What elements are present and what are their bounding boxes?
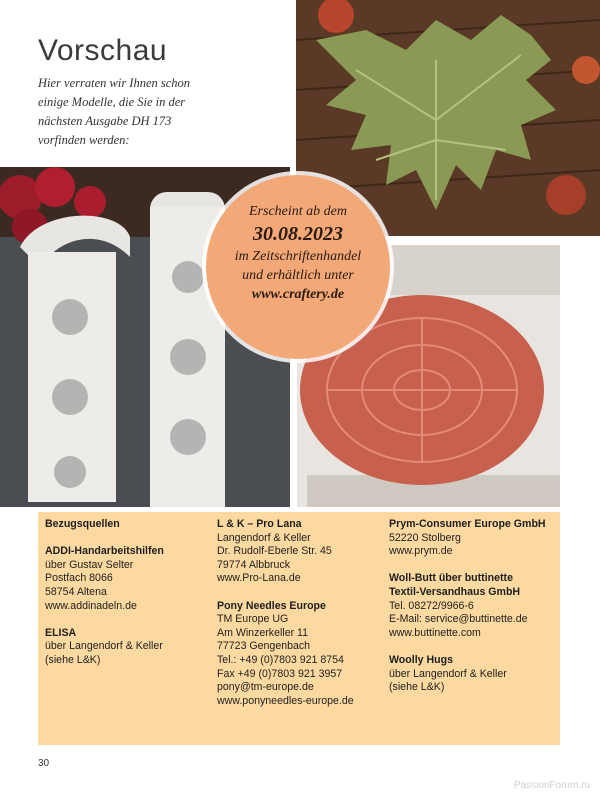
- supplier-heading: Prym-Consumer Europe GmbH: [389, 518, 546, 530]
- badge-line-1: Erscheint ab dem: [249, 204, 347, 219]
- supplier-line: Dr. Rudolf-Eberle Str. 45: [217, 545, 332, 558]
- supplier-line: (siehe L&K): [389, 681, 445, 694]
- badge-date: 30.08.2023: [253, 223, 343, 245]
- supplier-heading: Woolly Hugs: [389, 653, 453, 666]
- supplier-line: Fax +49 (0)7803 921 3957: [217, 667, 343, 680]
- supplier-heading: Pony Needles Europe: [217, 599, 326, 612]
- supplier-line: www.buttinette.com: [389, 626, 481, 639]
- intro-line: nächsten Ausgabe DH 173: [38, 114, 172, 128]
- supplier-line: www.ponyneedles-europe.de: [217, 694, 354, 707]
- supplier-line: www.addinadeln.de: [45, 599, 137, 612]
- supplier-line: über Gustav Selter: [45, 558, 134, 571]
- supplier-heading: ELISA: [45, 626, 77, 639]
- supplier-heading: Textil-Versandhaus GmbH: [389, 585, 521, 598]
- supplier-line: 58754 Altena: [45, 585, 107, 598]
- supplier-line: 52220 Stolberg: [389, 531, 461, 544]
- spacer: [45, 532, 210, 546]
- intro-text: [38, 74, 268, 150]
- supplier-line: über Langendorf & Keller: [45, 640, 163, 653]
- supplier-heading: Woll-Butt über buttinette: [389, 572, 513, 585]
- spacer: [389, 640, 559, 654]
- intro-line: einige Modelle, die Sie in der: [38, 95, 186, 109]
- supplier-heading: L & K – Pro Lana: [217, 518, 302, 530]
- supplier-line: pony@tm-europe.de: [217, 681, 314, 694]
- supplier-column-3: [389, 518, 559, 695]
- supplier-line: (siehe L&K): [45, 653, 101, 666]
- badge-line-4: und erhältlich unter: [242, 268, 354, 283]
- supplier-line: 77723 Gengenbach: [217, 640, 311, 653]
- supplier-line: Am Winzerkeller 11: [217, 626, 309, 639]
- supplier-heading: Bezugsquellen: [45, 518, 120, 530]
- supplier-line: Tel. 08272/9966-6: [389, 599, 474, 612]
- supplier-line: 79774 Albbruck: [217, 558, 291, 571]
- release-date-badge: [206, 175, 390, 359]
- supplier-heading: ADDI-Handarbeitshilfen: [45, 545, 164, 558]
- supplier-line: Langendorf & Keller: [217, 531, 311, 544]
- supplier-column-2: [217, 518, 387, 708]
- supplier-line: www.prym.de: [389, 545, 453, 558]
- page-number: 30: [38, 758, 50, 769]
- supplier-line: www.Pro-Lana.de: [217, 572, 301, 585]
- spacer: [45, 613, 210, 627]
- supplier-line: Tel.: +49 (0)7803 921 8754: [217, 653, 344, 666]
- page-title: Vorschau: [38, 34, 168, 67]
- watermark: PassionForum.ru: [513, 780, 590, 791]
- supplier-column-1: [45, 518, 210, 668]
- supplier-line: TM Europe UG: [217, 613, 289, 626]
- badge-line-3: im Zeitschriftenhandel: [234, 249, 362, 264]
- supplier-line: über Langendorf & Keller: [389, 667, 507, 680]
- badge-url[interactable]: www.craftery.de: [251, 287, 345, 302]
- intro-line: vorfinden werden:: [38, 133, 130, 147]
- supplier-line: E-Mail: service@buttinette.de: [389, 613, 528, 626]
- intro-line: Hier verraten wir Ihnen schon: [38, 76, 191, 90]
- spacer: [389, 559, 559, 573]
- supplier-line: Postfach 8066: [45, 572, 113, 585]
- supplier-sources-box: [38, 512, 560, 745]
- spacer: [217, 586, 387, 600]
